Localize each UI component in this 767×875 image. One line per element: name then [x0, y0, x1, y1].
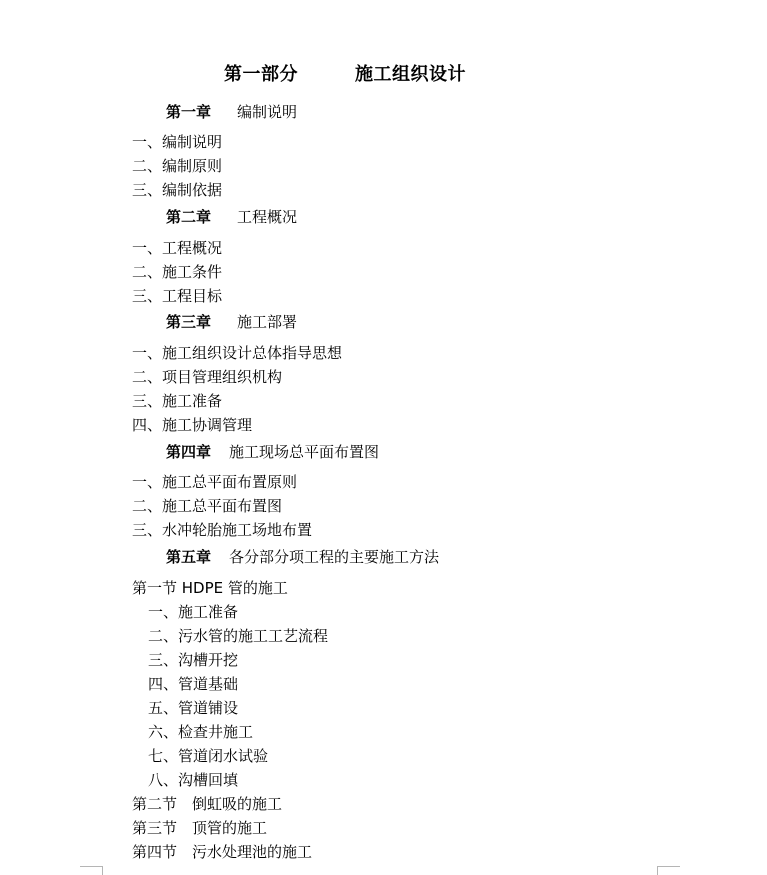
toc-item: 八、沟槽回填 — [148, 771, 239, 789]
chapter-name: 施工部署 — [237, 313, 298, 331]
section-heading: 第二节 倒虹吸的施工 — [132, 795, 283, 813]
chapter-heading — [166, 105, 211, 120]
chapter-number: 第二章 — [166, 208, 212, 226]
toc-item: 二、项目管理组织机构 — [132, 368, 283, 386]
chapter-title — [237, 105, 297, 120]
section-heading: 第三节 顶管的施工 — [132, 819, 268, 837]
toc-item: 一、施工组织设计总体指导思想 — [132, 344, 343, 362]
chapter-number: 第五章 — [166, 548, 212, 566]
chapter-number: 第三章 — [166, 313, 212, 331]
part-label: 第一部分 — [224, 64, 298, 85]
part-name: 施工组织设计 — [355, 64, 466, 85]
chapter-heading — [166, 315, 211, 330]
toc-item: 一、编制说明 — [132, 133, 223, 151]
chapter-number: 第四章 — [166, 443, 212, 461]
toc-item: 一、施工总平面布置原则 — [132, 473, 298, 491]
chapter-heading — [166, 445, 211, 460]
toc-item: 三、沟槽开挖 — [148, 651, 239, 669]
toc-item: 二、编制原则 — [132, 157, 223, 175]
toc-item: 三、施工准备 — [132, 392, 223, 410]
toc-item: 三、水冲轮胎施工场地布置 — [132, 521, 313, 539]
part-title-name — [355, 66, 466, 84]
toc-item: 七、管道闭水试验 — [148, 747, 269, 765]
toc-item: 五、管道铺设 — [148, 699, 239, 717]
chapter-name: 各分部分项工程的主要施工方法 — [229, 548, 440, 566]
chapter-title — [229, 445, 379, 460]
chapter-number: 第一章 — [166, 103, 212, 121]
chapter-heading — [166, 210, 211, 225]
chapter-title — [229, 550, 439, 565]
chapter-name: 施工现场总平面布置图 — [229, 443, 380, 461]
toc-item: 一、施工准备 — [148, 603, 239, 621]
section-heading: 第一节 HDPE 管的施工 — [132, 579, 288, 597]
toc-item: 一、工程概况 — [132, 239, 223, 257]
chapter-name: 工程概况 — [237, 208, 298, 226]
toc-item: 四、施工协调管理 — [132, 416, 253, 434]
part-title — [224, 66, 298, 84]
section-heading: 第四节 污水处理池的施工 — [132, 843, 313, 861]
chapter-name: 编制说明 — [237, 103, 298, 121]
toc-item: 二、污水管的施工工艺流程 — [148, 627, 329, 645]
toc-item: 三、工程目标 — [132, 287, 223, 305]
toc-item: 六、检查井施工 — [148, 723, 254, 741]
toc-item: 二、施工条件 — [132, 263, 223, 281]
toc-item: 三、编制依据 — [132, 181, 223, 199]
chapter-title — [237, 315, 297, 330]
chapter-title — [237, 210, 297, 225]
chapter-heading — [166, 550, 211, 565]
toc-item: 二、施工总平面布置图 — [132, 497, 283, 515]
toc-item: 四、管道基础 — [148, 675, 239, 693]
